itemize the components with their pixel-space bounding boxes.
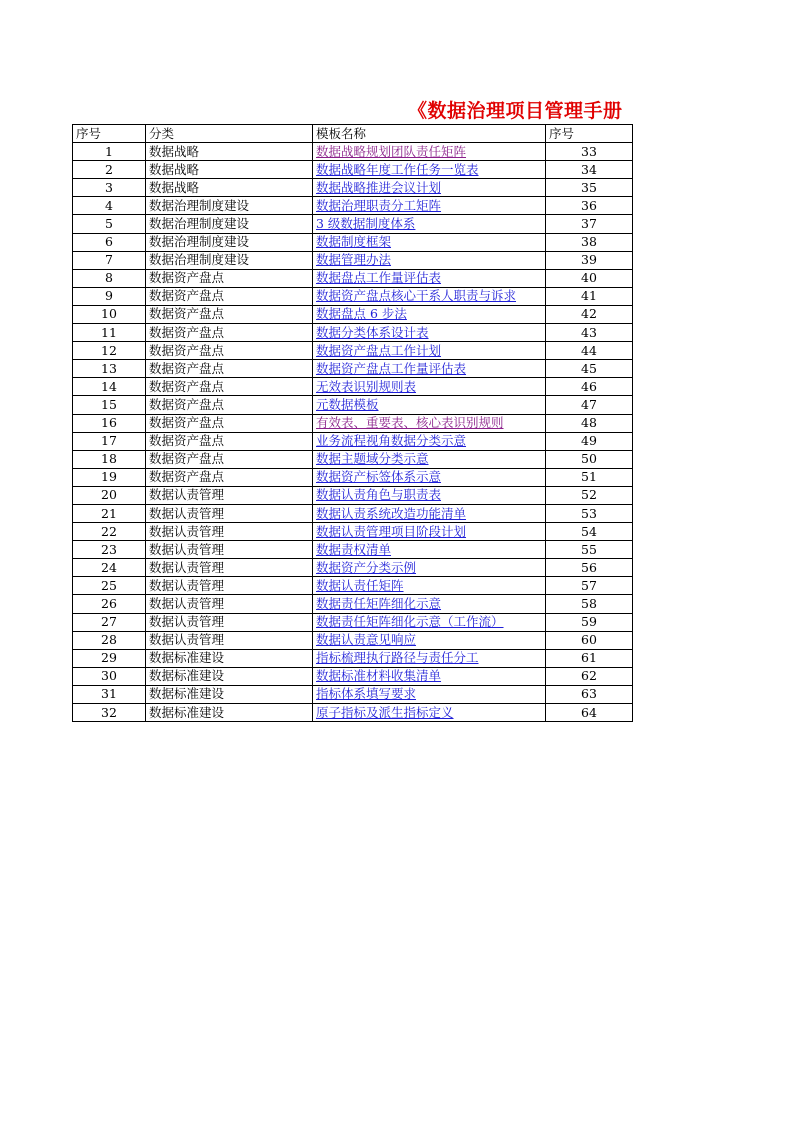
- row-category: 数据标准建设: [146, 649, 313, 667]
- row-page-number: 44: [546, 342, 633, 360]
- row-page-number: 61: [546, 649, 633, 667]
- row-page-number: 46: [546, 378, 633, 396]
- row-page-number: 34: [546, 161, 633, 179]
- row-serial: 1: [73, 143, 146, 161]
- row-serial: 11: [73, 324, 146, 342]
- template-link[interactable]: 数据资产盘点工作计划: [316, 342, 442, 358]
- table-row: [73, 541, 633, 559]
- row-page-number: 63: [546, 685, 633, 703]
- row-category: 数据战略: [146, 143, 313, 161]
- row-category: 数据标准建设: [146, 667, 313, 685]
- template-link[interactable]: 数据认责系统改造功能清单: [316, 505, 467, 521]
- row-template-cell: [313, 396, 546, 414]
- row-serial: 31: [73, 685, 146, 703]
- row-template-cell: [313, 595, 546, 613]
- row-serial: 16: [73, 414, 146, 432]
- row-serial: 13: [73, 360, 146, 378]
- template-link[interactable]: 数据资产标签体系示意: [316, 469, 442, 485]
- row-page-number: 58: [546, 595, 633, 613]
- row-category: 数据认责管理: [146, 613, 313, 631]
- template-link[interactable]: 数据分类体系设计表: [316, 324, 429, 340]
- row-template-cell: [313, 468, 546, 486]
- table-row: [73, 486, 633, 504]
- table-row: [73, 269, 633, 287]
- row-serial: 20: [73, 486, 146, 504]
- table-row: [73, 631, 633, 649]
- row-template-cell: [313, 486, 546, 504]
- header-serial: 序号: [73, 125, 146, 143]
- row-category: 数据资产盘点: [146, 396, 313, 414]
- header-template-name: 模板名称: [313, 125, 546, 143]
- row-template-cell: [313, 667, 546, 685]
- row-serial: 18: [73, 450, 146, 468]
- template-link[interactable]: 无效表识别规则表: [316, 378, 417, 394]
- table-row: [73, 161, 633, 179]
- row-page-number: 49: [546, 432, 633, 450]
- row-serial: 19: [73, 468, 146, 486]
- table-row: [73, 360, 633, 378]
- row-page-number: 45: [546, 360, 633, 378]
- row-template-cell: [313, 504, 546, 522]
- row-page-number: 41: [546, 287, 633, 305]
- row-template-cell: [313, 342, 546, 360]
- row-page-number: 60: [546, 631, 633, 649]
- table-row: [73, 559, 633, 577]
- row-category: 数据资产盘点: [146, 287, 313, 305]
- row-page-number: 35: [546, 179, 633, 197]
- row-template-cell: [313, 523, 546, 541]
- row-page-number: 43: [546, 324, 633, 342]
- template-link[interactable]: 数据认责任矩阵: [316, 577, 404, 593]
- row-page-number: 53: [546, 504, 633, 522]
- table-row: [73, 523, 633, 541]
- row-template-cell: [313, 215, 546, 233]
- row-template-cell: [313, 631, 546, 649]
- row-category: 数据资产盘点: [146, 450, 313, 468]
- title-container: [408, 98, 793, 124]
- table-body: [73, 143, 633, 722]
- row-serial: 5: [73, 215, 146, 233]
- row-category: 数据治理制度建设: [146, 215, 313, 233]
- row-category: 数据资产盘点: [146, 414, 313, 432]
- row-template-cell: [313, 161, 546, 179]
- row-serial: 23: [73, 541, 146, 559]
- row-serial: 24: [73, 559, 146, 577]
- row-page-number: 59: [546, 613, 633, 631]
- row-category: 数据标准建设: [146, 704, 313, 722]
- template-link[interactable]: 数据责任矩阵细化示意: [316, 595, 442, 611]
- row-page-number: 54: [546, 523, 633, 541]
- row-template-cell: [313, 360, 546, 378]
- row-serial: 27: [73, 613, 146, 631]
- row-category: 数据资产盘点: [146, 269, 313, 287]
- template-index-table: [72, 124, 633, 722]
- row-page-number: 36: [546, 197, 633, 215]
- row-template-cell: [313, 324, 546, 342]
- template-link[interactable]: 数据认责意见响应: [316, 632, 417, 648]
- row-page-number: 51: [546, 468, 633, 486]
- template-link[interactable]: 数据资产盘点核心干系人职责与诉求: [316, 288, 517, 304]
- row-category: 数据认责管理: [146, 523, 313, 541]
- row-template-cell: [313, 179, 546, 197]
- row-category: 数据资产盘点: [146, 360, 313, 378]
- row-category: 数据治理制度建设: [146, 251, 313, 269]
- template-link[interactable]: 数据战略规划团队责任矩阵: [316, 143, 467, 159]
- page-title: 《数据治理项目管理手册: [408, 100, 623, 122]
- row-template-cell: [313, 704, 546, 722]
- row-template-cell: [313, 613, 546, 631]
- row-page-number: 42: [546, 305, 633, 323]
- table-row: [73, 233, 633, 251]
- table-row: [73, 324, 633, 342]
- table-row: [73, 197, 633, 215]
- table-row: [73, 667, 633, 685]
- row-category: 数据认责管理: [146, 504, 313, 522]
- template-link[interactable]: 原子指标及派生指标定义: [316, 704, 454, 720]
- table-row: [73, 305, 633, 323]
- table-row: [73, 179, 633, 197]
- table-row: [73, 378, 633, 396]
- template-link[interactable]: 数据责权清单: [316, 541, 392, 557]
- template-link[interactable]: 数据责任矩阵细化示意（工作流）: [316, 614, 504, 630]
- template-link[interactable]: 3 级数据制度体系: [316, 216, 416, 232]
- table-row: [73, 251, 633, 269]
- row-template-cell: [313, 541, 546, 559]
- template-link[interactable]: 业务流程视角数据分类示意: [316, 433, 467, 449]
- row-page-number: 56: [546, 559, 633, 577]
- header-page-number: 序号: [546, 125, 633, 143]
- row-template-cell: [313, 287, 546, 305]
- row-serial: 32: [73, 704, 146, 722]
- table-row: [73, 613, 633, 631]
- row-category: 数据资产盘点: [146, 342, 313, 360]
- row-category: 数据认责管理: [146, 595, 313, 613]
- row-page-number: 48: [546, 414, 633, 432]
- template-link[interactable]: 有效表、重要表、核心表识别规则: [316, 415, 504, 431]
- row-category: 数据战略: [146, 161, 313, 179]
- template-link[interactable]: 数据盘点 6 步法: [316, 306, 407, 322]
- row-category: 数据治理制度建设: [146, 197, 313, 215]
- row-serial: 14: [73, 378, 146, 396]
- template-link[interactable]: 数据认责管理项目阶段计划: [316, 523, 467, 539]
- template-link[interactable]: 数据盘点工作量评估表: [316, 270, 442, 286]
- template-link[interactable]: 数据管理办法: [316, 252, 392, 268]
- template-link[interactable]: 元数据模板: [316, 396, 379, 412]
- row-template-cell: [313, 559, 546, 577]
- row-serial: 29: [73, 649, 146, 667]
- row-page-number: 62: [546, 667, 633, 685]
- row-serial: 17: [73, 432, 146, 450]
- row-category: 数据认责管理: [146, 559, 313, 577]
- row-page-number: 33: [546, 143, 633, 161]
- template-link[interactable]: 指标体系填写要求: [316, 686, 417, 702]
- row-category: 数据资产盘点: [146, 324, 313, 342]
- row-serial: 22: [73, 523, 146, 541]
- row-category: 数据认责管理: [146, 631, 313, 649]
- row-serial: 6: [73, 233, 146, 251]
- row-serial: 25: [73, 577, 146, 595]
- row-serial: 3: [73, 179, 146, 197]
- row-category: 数据认责管理: [146, 486, 313, 504]
- template-link[interactable]: 数据战略年度工作任务一览表: [316, 161, 479, 177]
- row-serial: 30: [73, 667, 146, 685]
- row-category: 数据资产盘点: [146, 305, 313, 323]
- header-category: 分类: [146, 125, 313, 143]
- table-row: [73, 215, 633, 233]
- row-category: 数据认责管理: [146, 577, 313, 595]
- table-row: [73, 577, 633, 595]
- row-serial: 21: [73, 504, 146, 522]
- template-link[interactable]: 数据治理职责分工矩阵: [316, 197, 442, 213]
- table-row: [73, 595, 633, 613]
- table-row: [73, 342, 633, 360]
- table-row: [73, 287, 633, 305]
- row-serial: 9: [73, 287, 146, 305]
- row-page-number: 40: [546, 269, 633, 287]
- header-row: [73, 125, 633, 143]
- template-link[interactable]: 数据战略推进会议计划: [316, 179, 442, 195]
- row-page-number: 38: [546, 233, 633, 251]
- row-serial: 4: [73, 197, 146, 215]
- row-page-number: 55: [546, 541, 633, 559]
- template-link[interactable]: 指标梳理执行路径与责任分工: [316, 650, 479, 666]
- row-page-number: 64: [546, 704, 633, 722]
- template-link[interactable]: 数据资产分类示例: [316, 559, 417, 575]
- row-category: 数据治理制度建设: [146, 233, 313, 251]
- row-category: 数据资产盘点: [146, 378, 313, 396]
- row-serial: 15: [73, 396, 146, 414]
- table-row: [73, 432, 633, 450]
- table-row: [73, 450, 633, 468]
- row-serial: 10: [73, 305, 146, 323]
- table-row: [73, 396, 633, 414]
- row-template-cell: [313, 269, 546, 287]
- template-link[interactable]: 数据认责角色与职责表: [316, 487, 442, 503]
- row-template-cell: [313, 251, 546, 269]
- row-page-number: 50: [546, 450, 633, 468]
- row-serial: 8: [73, 269, 146, 287]
- row-template-cell: [313, 143, 546, 161]
- table-row: [73, 704, 633, 722]
- row-serial: 12: [73, 342, 146, 360]
- row-template-cell: [313, 577, 546, 595]
- row-page-number: 39: [546, 251, 633, 269]
- row-serial: 26: [73, 595, 146, 613]
- table-row: [73, 685, 633, 703]
- row-page-number: 57: [546, 577, 633, 595]
- table-row: [73, 468, 633, 486]
- row-category: 数据资产盘点: [146, 432, 313, 450]
- row-category: 数据资产盘点: [146, 468, 313, 486]
- row-serial: 28: [73, 631, 146, 649]
- row-category: 数据标准建设: [146, 685, 313, 703]
- row-page-number: 37: [546, 215, 633, 233]
- template-link[interactable]: 数据资产盘点工作量评估表: [316, 360, 467, 376]
- table-row: [73, 414, 633, 432]
- row-template-cell: [313, 432, 546, 450]
- row-template-cell: [313, 649, 546, 667]
- row-template-cell: [313, 305, 546, 323]
- row-template-cell: [313, 197, 546, 215]
- row-template-cell: [313, 233, 546, 251]
- table-row: [73, 649, 633, 667]
- table-row: [73, 143, 633, 161]
- template-link[interactable]: 数据主题域分类示意: [316, 451, 429, 467]
- row-template-cell: [313, 378, 546, 396]
- row-category: 数据战略: [146, 179, 313, 197]
- template-link[interactable]: 数据制度框架: [316, 234, 392, 250]
- row-serial: 7: [73, 251, 146, 269]
- row-category: 数据认责管理: [146, 541, 313, 559]
- row-serial: 2: [73, 161, 146, 179]
- template-link[interactable]: 数据标准材料收集清单: [316, 668, 442, 684]
- row-page-number: 47: [546, 396, 633, 414]
- row-template-cell: [313, 450, 546, 468]
- row-page-number: 52: [546, 486, 633, 504]
- row-template-cell: [313, 414, 546, 432]
- table-row: [73, 504, 633, 522]
- row-template-cell: [313, 685, 546, 703]
